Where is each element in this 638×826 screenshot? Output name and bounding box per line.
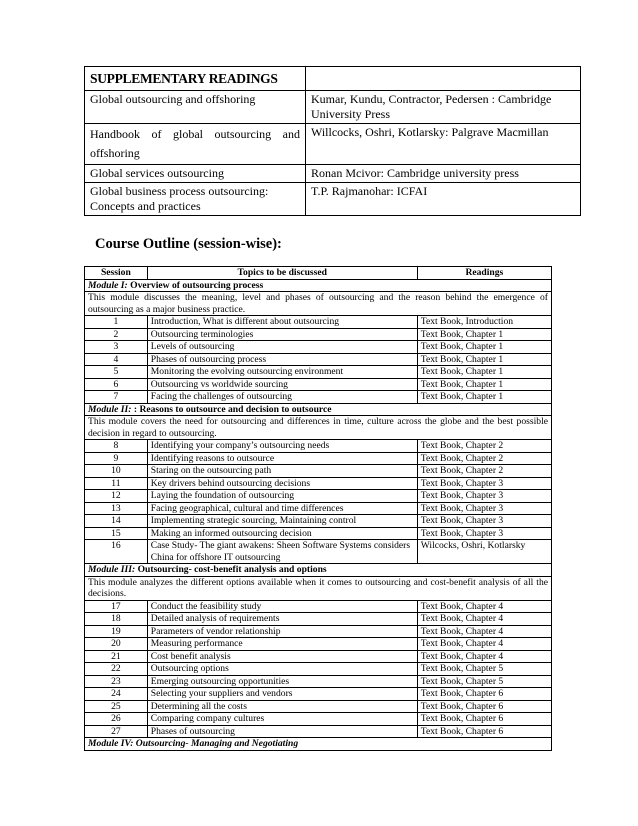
supp-title: Global outsourcing and offshoring <box>85 91 306 124</box>
session-number: 8 <box>85 440 148 453</box>
session-topic: Phases of outsourcing <box>147 725 417 738</box>
module-desc-row <box>85 292 552 316</box>
session-reading: Text Book, Chapter 2 <box>417 465 551 478</box>
session-number: 16 <box>85 540 148 564</box>
session-topic: Levels of outsourcing <box>147 341 417 354</box>
session-row <box>85 688 552 701</box>
session-row <box>85 378 552 391</box>
supp-source: T.P. Rajmanohar: ICFAI <box>306 183 581 216</box>
supp-row <box>85 165 581 183</box>
session-number: 3 <box>85 341 148 354</box>
session-topic: Laying the foundation of outsourcing <box>147 490 417 503</box>
session-row <box>85 440 552 453</box>
session-number: 11 <box>85 477 148 490</box>
module-desc-row <box>85 416 552 440</box>
session-topic: Making an informed outsourcing decision <box>147 527 417 540</box>
session-topic: Phases of outsourcing process <box>147 353 417 366</box>
module-title-row <box>85 738 552 751</box>
session-number: 23 <box>85 675 148 688</box>
session-reading: Text Book, Chapter 6 <box>417 700 551 713</box>
supp-title-line: Global business process outsourcing: <box>90 184 269 198</box>
session-number: 9 <box>85 452 148 465</box>
module-name: Overview of outsourcing process <box>127 279 264 291</box>
module-title-row <box>85 403 552 416</box>
module-description: This module discusses the meaning, level and phases of outsourcing and the reason behind the emergence of outsourcing as a major business practice. <box>85 292 552 316</box>
session-reading: Text Book, Chapter 2 <box>417 452 551 465</box>
session-number: 20 <box>85 638 148 651</box>
module-description: This module covers the need for outsourcing and differences in time, culture across the globe and the best possible decision in regard to outsourcing. <box>85 416 552 440</box>
session-reading: Text Book, Chapter 6 <box>417 725 551 738</box>
session-row <box>85 366 552 379</box>
supp-title-line: offshoring <box>90 146 140 160</box>
session-number: 27 <box>85 725 148 738</box>
supp-heading: SUPPLEMENTARY READINGS <box>85 67 306 91</box>
session-reading: Text Book, Chapter 5 <box>417 663 551 676</box>
session-number: 19 <box>85 625 148 638</box>
header-topics: Topics to be discussed <box>147 267 417 280</box>
course-outline-heading: Course Outline (session-wise): <box>95 236 282 252</box>
session-topic: Conduct the feasibility study <box>147 600 417 613</box>
session-row <box>85 353 552 366</box>
session-topic: Parameters of vendor relationship <box>147 625 417 638</box>
module-number: Module I: <box>88 279 128 291</box>
session-reading: Text Book, Chapter 3 <box>417 502 551 515</box>
header-readings: Readings <box>417 267 551 280</box>
module-title-row <box>85 564 552 577</box>
session-row <box>85 316 552 329</box>
header-session: Session <box>85 267 148 280</box>
session-number: 14 <box>85 515 148 528</box>
supp-title <box>85 124 306 165</box>
session-row <box>85 515 552 528</box>
session-topic: Monitoring the evolving outsourcing environment <box>147 366 417 379</box>
module-title: Module IV: Outsourcing- Managing and Negotiating <box>85 738 552 751</box>
session-reading: Text Book, Introduction <box>417 316 551 329</box>
supplementary-readings-table <box>84 66 581 216</box>
session-reading: Text Book, Chapter 5 <box>417 675 551 688</box>
session-reading: Text Book, Chapter 1 <box>417 378 551 391</box>
session-topic: Introduction, What is different about outsourcing <box>147 316 417 329</box>
session-topic: Staring on the outsourcing path <box>147 465 417 478</box>
supp-row <box>85 91 581 124</box>
session-number: 15 <box>85 527 148 540</box>
session-row <box>85 650 552 663</box>
supp-title: Global services outsourcing <box>85 165 306 183</box>
session-row <box>85 613 552 626</box>
session-number: 7 <box>85 391 148 404</box>
session-row <box>85 328 552 341</box>
session-number: 17 <box>85 600 148 613</box>
session-reading: Text Book, Chapter 3 <box>417 477 551 490</box>
session-reading: Text Book, Chapter 3 <box>417 527 551 540</box>
session-reading: Wilcocks, Oshri, Kotlarsky <box>417 540 551 564</box>
session-reading: Text Book, Chapter 3 <box>417 490 551 503</box>
session-topic: Cost benefit analysis <box>147 650 417 663</box>
session-number: 25 <box>85 700 148 713</box>
supp-title <box>85 183 306 216</box>
module-title <box>85 403 552 416</box>
supp-row <box>85 124 581 165</box>
session-reading: Text Book, Chapter 6 <box>417 713 551 726</box>
session-reading: Text Book, Chapter 4 <box>417 650 551 663</box>
session-row <box>85 527 552 540</box>
supp-source: Kumar, Kundu, Contractor, Pedersen : Cambridge University Press <box>306 91 581 124</box>
module-number: Module II: <box>88 403 132 415</box>
module-number: Module III: <box>88 564 136 575</box>
session-topic: Measuring performance <box>147 638 417 651</box>
session-topic: Selecting your suppliers and vendors <box>147 688 417 701</box>
session-topic: Facing the challenges of outsourcing <box>147 391 417 404</box>
session-number: 26 <box>85 713 148 726</box>
supp-source: Ronan Mcivor: Cambridge university press <box>306 165 581 183</box>
session-reading: Text Book, Chapter 2 <box>417 440 551 453</box>
module-title <box>85 564 552 577</box>
session-row <box>85 675 552 688</box>
module-name: : Reasons to outsource and decision to outsource <box>131 403 332 415</box>
session-row <box>85 625 552 638</box>
session-topic: Facing geographical, cultural and time differences <box>147 502 417 515</box>
session-topic: Outsourcing vs worldwide sourcing <box>147 378 417 391</box>
session-reading: Text Book, Chapter 1 <box>417 391 551 404</box>
session-reading: Text Book, Chapter 1 <box>417 353 551 366</box>
supp-source: Willcocks, Oshri, Kotlarsky: Palgrave Macmillan <box>306 124 581 165</box>
session-reading: Text Book, Chapter 1 <box>417 341 551 354</box>
session-topic: Comparing company cultures <box>147 713 417 726</box>
supp-title-line: Handbook of global outsourcing and <box>90 127 300 141</box>
session-row <box>85 700 552 713</box>
session-reading: Text Book, Chapter 4 <box>417 625 551 638</box>
session-row <box>85 638 552 651</box>
session-topic: Identifying reasons to outsource <box>147 452 417 465</box>
session-row <box>85 477 552 490</box>
session-row <box>85 725 552 738</box>
supp-heading-empty <box>306 67 581 91</box>
session-topic: Case Study- The giant awakens: Sheen Software Systems considers China for offshore IT outsourcing <box>147 540 417 564</box>
session-reading: Text Book, Chapter 1 <box>417 366 551 379</box>
supp-title-line: Concepts and practices <box>90 199 201 213</box>
supp-heading-row <box>85 67 581 91</box>
session-row <box>85 600 552 613</box>
module-desc-row <box>85 576 552 600</box>
session-number: 22 <box>85 663 148 676</box>
module-name: Outsourcing- cost-benefit analysis and options <box>135 564 327 575</box>
session-number: 1 <box>85 316 148 329</box>
module-title <box>85 279 552 292</box>
session-topic: Outsourcing terminologies <box>147 328 417 341</box>
session-topic: Determining all the costs <box>147 700 417 713</box>
session-topic: Outsourcing options <box>147 663 417 676</box>
supp-row <box>85 183 581 216</box>
session-number: 21 <box>85 650 148 663</box>
session-row <box>85 663 552 676</box>
session-row <box>85 391 552 404</box>
session-topic: Identifying your company’s outsourcing needs <box>147 440 417 453</box>
session-number: 13 <box>85 502 148 515</box>
session-topic: Key drivers behind outsourcing decisions <box>147 477 417 490</box>
module-title-row <box>85 279 552 292</box>
course-outline-table <box>84 266 552 751</box>
session-number: 2 <box>85 328 148 341</box>
session-number: 24 <box>85 688 148 701</box>
module-description: This module analyzes the different options available when it comes to outsourcing and cost-benefit analysis of all the decisions. <box>85 576 552 600</box>
session-number: 6 <box>85 378 148 391</box>
session-number: 4 <box>85 353 148 366</box>
session-reading: Text Book, Chapter 4 <box>417 600 551 613</box>
session-number: 18 <box>85 613 148 626</box>
outline-header-row <box>85 267 552 280</box>
session-row <box>85 713 552 726</box>
session-reading: Text Book, Chapter 1 <box>417 328 551 341</box>
session-number: 5 <box>85 366 148 379</box>
session-number: 12 <box>85 490 148 503</box>
session-row <box>85 465 552 478</box>
session-reading: Text Book, Chapter 3 <box>417 515 551 528</box>
session-row <box>85 502 552 515</box>
session-row <box>85 341 552 354</box>
session-reading: Text Book, Chapter 4 <box>417 638 551 651</box>
session-row <box>85 452 552 465</box>
session-topic: Emerging outsourcing opportunities <box>147 675 417 688</box>
session-row <box>85 490 552 503</box>
session-row <box>85 540 552 564</box>
session-number: 10 <box>85 465 148 478</box>
session-topic: Detailed analysis of requirements <box>147 613 417 626</box>
course-outline-body <box>85 267 552 751</box>
session-topic: Implementing strategic sourcing, Maintaining control <box>147 515 417 528</box>
session-reading: Text Book, Chapter 4 <box>417 613 551 626</box>
session-reading: Text Book, Chapter 6 <box>417 688 551 701</box>
